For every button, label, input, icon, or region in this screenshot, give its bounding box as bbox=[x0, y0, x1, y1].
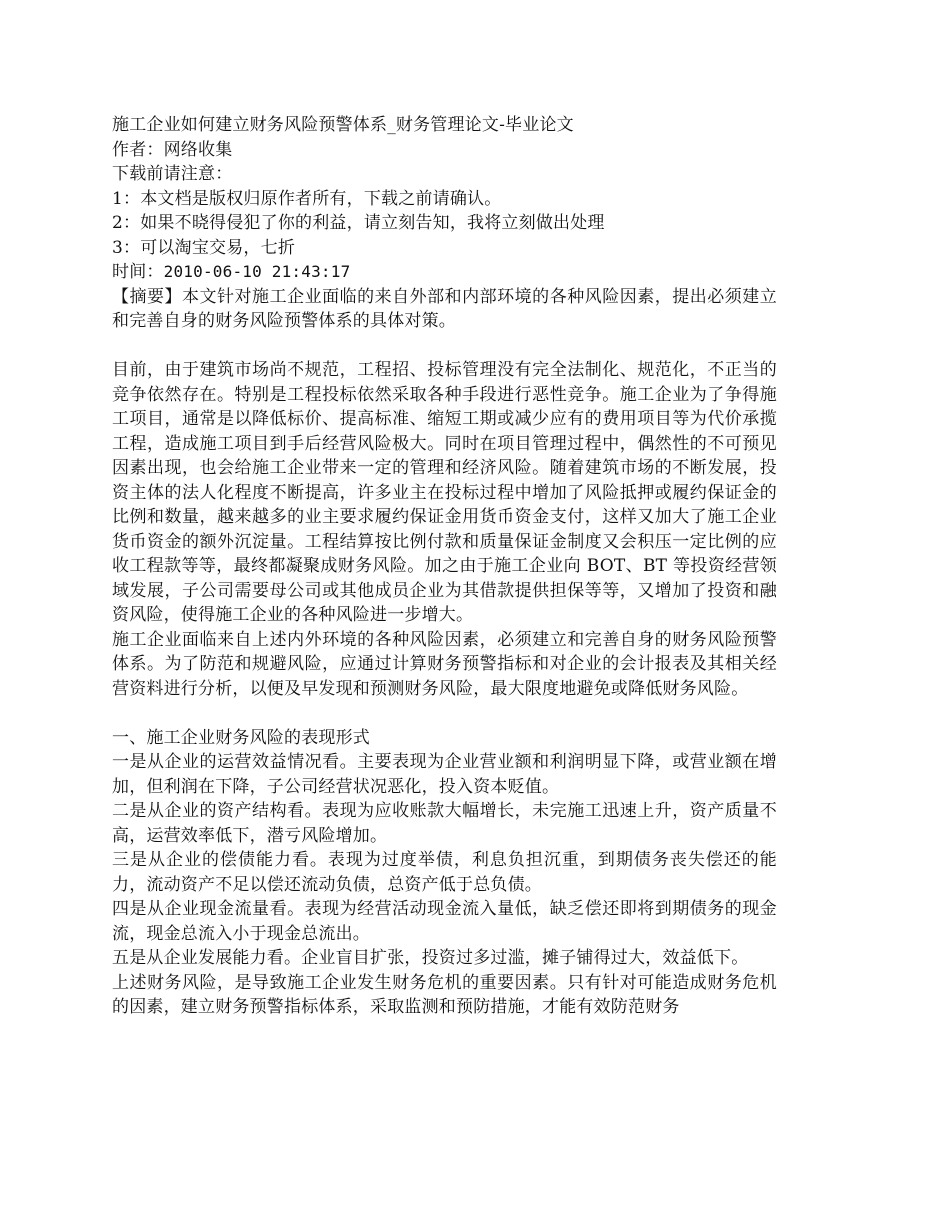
notice-item: 2：如果不晓得侵犯了你的利益，请立刻告知，我将立刻做出处理 bbox=[112, 213, 605, 233]
notice-heading: 下载前请注意： bbox=[112, 164, 233, 184]
notice-item: 3：可以淘宝交易，七折 bbox=[112, 237, 296, 258]
time-value: 2010-06-10 21:43:17 bbox=[163, 262, 351, 281]
document-page bbox=[112, 113, 777, 1020]
paragraph-gap bbox=[112, 334, 777, 359]
section-item: 二是从企业的资产结构看。表现为应收账款大幅增长，未完施工迅速上升，资产质量不高，运营效率低下，潜亏风险增加。 bbox=[112, 801, 777, 846]
section-item: 五是从企业发展能力看。企业盲目扩张，投资过多过滥，摊子铺得过大，效益低下。 bbox=[112, 948, 749, 968]
abstract-paragraph: 【摘要】本文针对施工企业面临的来自外部和内部环境的各种风险因素，提出必须建立和完善自身的财务风险预警体系的具体对策。 bbox=[112, 286, 777, 331]
section-heading: 一、施工企业财务风险的表现形式 bbox=[112, 727, 370, 748]
section-item: 一是从企业的运营效益情况看。主要表现为企业营业额和利润明显下降，或营业额在增加，但利润在下降，子公司经营状况恶化，投入资本贬值。 bbox=[112, 752, 777, 797]
notice-item: 1：本文档是版权归原作者所有，下载之前请确认。 bbox=[112, 188, 502, 209]
section-item: 四是从企业现金流量看。表现为经营活动现金流入量低，缺乏偿还即将到期债务的现金流，现金总流入小于现金总流出。 bbox=[112, 899, 777, 944]
section-item: 上述财务风险，是导致施工企业发生财务危机的重要因素。只有针对可能造成财务危机的因素，建立财务预警指标体系，采取监测和预防措施，才能有效防范财务 bbox=[112, 972, 777, 1017]
document-author: 作者：网络收集 bbox=[112, 139, 233, 160]
body-paragraph: 施工企业面临来自上述内外环境的各种风险因素，必须建立和完善自身的财务风险预警体系。为了防范和规避风险，应通过计算财务预警指标和对企业的会计报表及其相关经营资料进行分析，以便及早发现和预测财务风险，最大限度地避免或降低财务风险。 bbox=[112, 629, 777, 699]
document-title: 施工企业如何建立财务风险预警体系_财务管理论文-毕业论文 bbox=[112, 115, 574, 135]
body-paragraph: 目前，由于建筑市场尚不规范，工程招、投标管理没有完全法制化、规范化，不正当的竞争依然存在。特别是工程投标依然采取各种手段进行恶性竞争。施工企业为了争得施工项目，通常是以降低标价、提高标准、缩短工期或减少应有的费用项目等为代价承揽工程，造成施工项目到手后经营风险极大。同时在项目管理过程中，偶然性的不可预见因素出现，也会给施工企业带来一定的管理和经济风险。随着建筑市场的不断发展，投资主体的法人化程度不断提高，许多业主在投标过程中增加了风险抵押或履约保证金的比例和数量，越来越多的业主要求履约保证金用货币资金支付，这样又加大了施工企业货币资金的额外沉淀量。工程结算按比例付款和质量保证金制度又会积压一定比例的应收工程款等等，最终都凝聚成财务风险。加之由于施工企业向 BOT、BT 等投资经营领域发展，子公司需要母公司或其他成员企业为其借款提供担保等等，又增加了投资和融资风险，使得施工企业的各种风险进一步增大。 bbox=[112, 360, 777, 625]
time-label: 时间： bbox=[112, 262, 164, 282]
document-time bbox=[112, 260, 777, 285]
paragraph-gap bbox=[112, 701, 777, 726]
section-item: 三是从企业的偿债能力看。表现为过度举债，利息负担沉重，到期债务丧失偿还的能力，流动资产不足以偿还流动负债，总资产低于总负债。 bbox=[112, 850, 777, 895]
